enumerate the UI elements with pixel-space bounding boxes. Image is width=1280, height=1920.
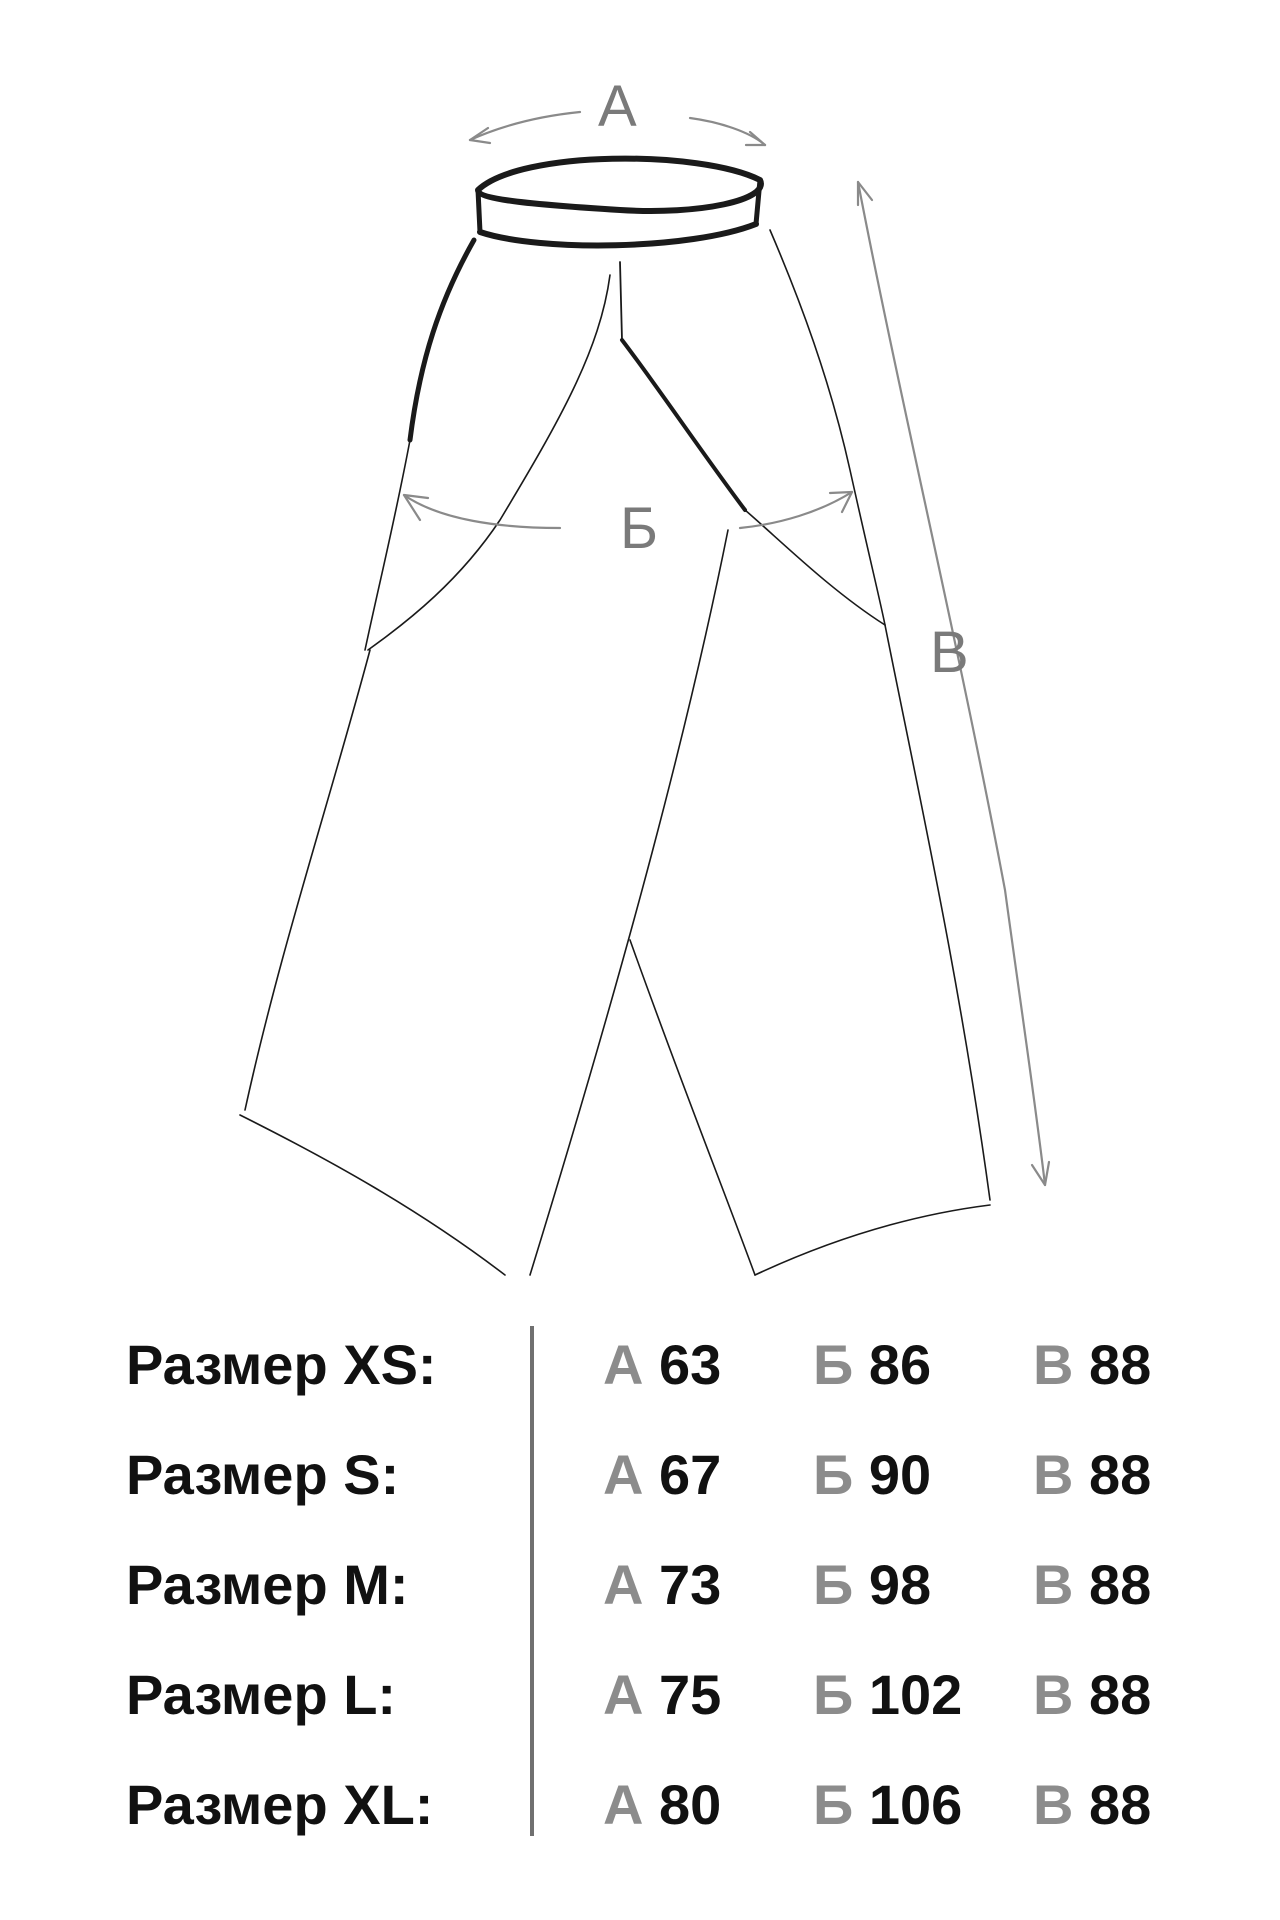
measure-b xyxy=(813,1755,962,1855)
measure-a xyxy=(603,1645,721,1745)
size-label: Размер L: xyxy=(126,1663,397,1726)
size-label: Размер M: xyxy=(126,1553,409,1616)
size-row-s xyxy=(0,1425,1280,1525)
size-label: Размер XS: xyxy=(126,1333,437,1396)
measure-v xyxy=(1033,1645,1151,1745)
measure-v xyxy=(1033,1315,1151,1415)
measure-a-letter: А xyxy=(603,1773,644,1836)
size-row-m xyxy=(0,1535,1280,1635)
measure-a xyxy=(603,1425,721,1525)
dimension-a-arrow xyxy=(470,74,765,145)
measure-a-value: 75 xyxy=(659,1663,722,1726)
measure-a-value: 63 xyxy=(659,1333,722,1396)
dimension-b-label: Б xyxy=(620,496,659,561)
size-label: Размер XL: xyxy=(126,1773,434,1836)
measure-a-letter: А xyxy=(603,1663,644,1726)
measure-b-value: 102 xyxy=(868,1663,963,1726)
measure-v xyxy=(1033,1535,1151,1635)
measure-v xyxy=(1033,1755,1151,1855)
center-seam xyxy=(620,262,745,510)
dimension-b-arrow xyxy=(404,492,852,561)
measure-a-letter: А xyxy=(603,1443,644,1506)
measure-b-letter: Б xyxy=(813,1663,854,1726)
measure-b-value: 86 xyxy=(868,1333,932,1396)
measure-b-letter: Б xyxy=(813,1773,854,1836)
measure-a-letter: А xyxy=(603,1553,644,1616)
measure-v xyxy=(1033,1425,1151,1525)
size-row-l xyxy=(0,1645,1280,1745)
measure-v-value: 88 xyxy=(1089,1773,1152,1836)
measure-b xyxy=(813,1645,962,1745)
measure-b-letter: Б xyxy=(813,1553,854,1616)
measure-a xyxy=(603,1315,721,1415)
size-row-xl xyxy=(0,1755,1280,1855)
dimension-a-label: А xyxy=(598,74,637,139)
measure-a-letter: А xyxy=(603,1333,644,1396)
measure-b-letter: Б xyxy=(813,1333,854,1396)
measure-v-letter: В xyxy=(1033,1773,1074,1836)
measure-v-value: 88 xyxy=(1089,1663,1152,1726)
measure-b-letter: Б xyxy=(813,1443,854,1506)
dimension-v-label: В xyxy=(930,620,969,685)
measure-b xyxy=(813,1535,931,1635)
measure-v-value: 88 xyxy=(1089,1443,1152,1506)
measure-b-value: 90 xyxy=(868,1443,932,1506)
measure-v-value: 88 xyxy=(1089,1333,1152,1396)
size-label: Размер S: xyxy=(126,1443,400,1506)
dimension-v-arrow xyxy=(858,182,1049,1185)
measure-a xyxy=(603,1755,721,1855)
measure-a xyxy=(603,1535,721,1635)
measure-a-value: 80 xyxy=(659,1773,722,1836)
measure-b-value: 98 xyxy=(868,1553,932,1616)
left-leg xyxy=(240,240,728,1275)
measure-b xyxy=(813,1425,931,1525)
measure-a-value: 67 xyxy=(659,1443,722,1506)
size-table xyxy=(0,1315,1280,1875)
measure-b xyxy=(813,1315,931,1415)
measure-v-letter: В xyxy=(1033,1333,1074,1396)
measure-a-value: 73 xyxy=(659,1553,722,1616)
waistband xyxy=(478,159,761,246)
measure-v-letter: В xyxy=(1033,1553,1074,1616)
measure-v-value: 88 xyxy=(1089,1553,1152,1616)
measure-v-letter: В xyxy=(1033,1443,1074,1506)
right-leg xyxy=(630,230,990,1275)
size-row-xs xyxy=(0,1315,1280,1415)
measure-b-value: 106 xyxy=(868,1773,963,1836)
measure-v-letter: В xyxy=(1033,1663,1074,1726)
